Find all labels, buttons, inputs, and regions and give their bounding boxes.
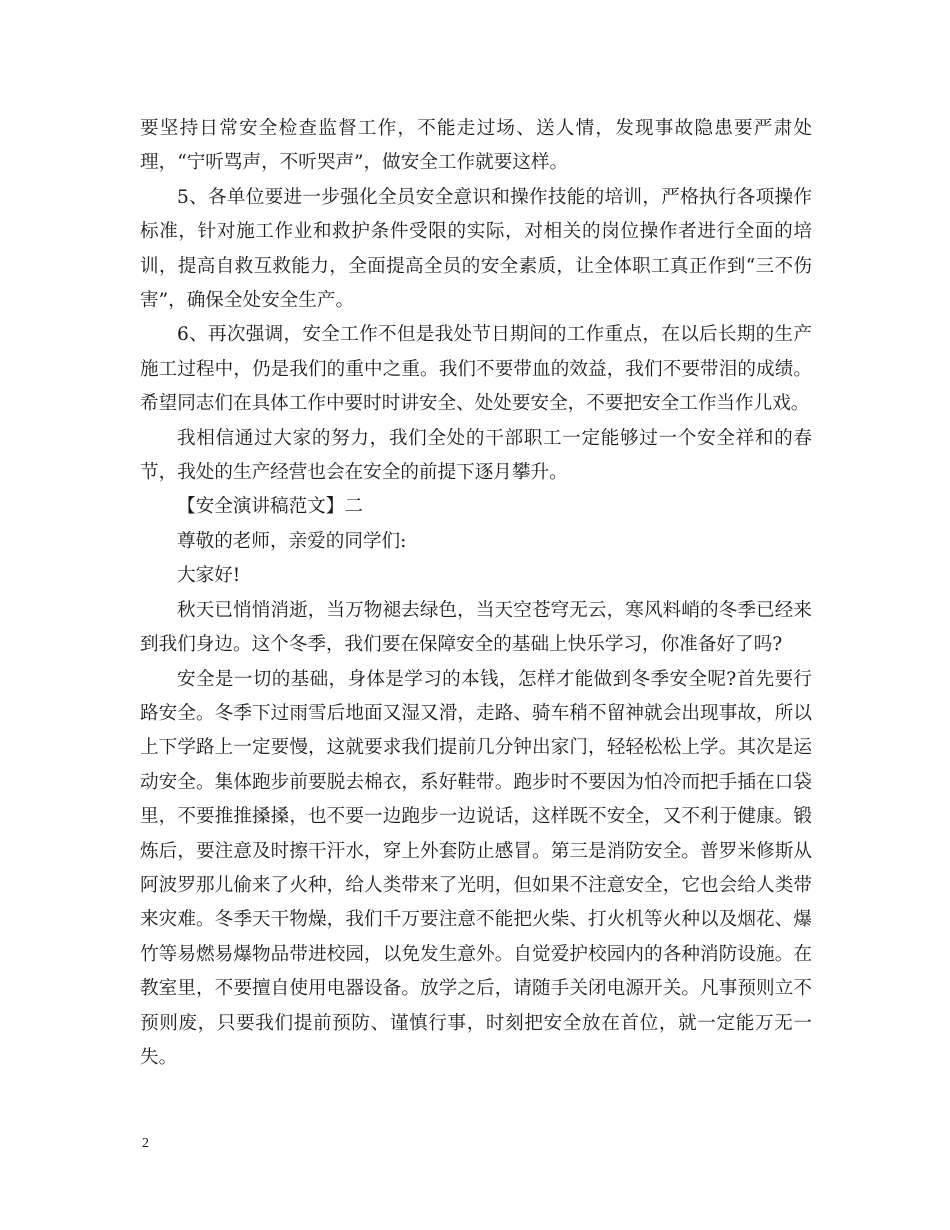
paragraph-continuation: 要坚持日常安全检查监督工作，不能走过场、送人情，发现事故隐患要严肃处理，“宁听骂声，不听哭声”，做安全工作就要这样。 xyxy=(140,118,812,174)
paragraph-item-5: 5、各单位要进一步强化全员安全意识和操作技能的培训，严格执行各项操作标准，针对施工作业和救护条件受限的实际，对相关的岗位操作者进行全面的培训，提高自救互救能力，全面提高全员的安全素质，让全体职工真正作到“三不伤害”，确保全处安全生产。 xyxy=(140,186,812,312)
paragraph-item-6: 6、再次强调，安全工作不但是我处节日期间的工作重点，在以后长期的生产施工过程中，仍是我们的重中之重。我们不要带血的效益，我们不要带泪的成绩。希望同志们在具体工作中要时时讲安全、处处要安全，不要把安全工作当作儿戏。 xyxy=(140,324,812,415)
page-number: 2 xyxy=(142,1136,149,1151)
paragraph-intro: 秋天已悄悄消逝，当万物褪去绿色，当天空苍穹无云，寒风料峭的冬季已经来到我们身边。这个冬季，我们要在保障安全的基础上快乐学习，你准备好了吗? xyxy=(140,599,812,656)
document-body xyxy=(140,112,812,1075)
paragraph-safety-details: 安全是一切的基础，身体是学习的本钱，怎样才能做到冬季安全呢?首先要行路安全。冬季下过雨雪后地面又湿又滑，走路、骑车稍不留神就会出现事故，所以上下学路上一定要慢，这就要求我们提前几分钟出家门，轻轻松松上学。其次是运动安全。集体跑步前要脱去棉衣，系好鞋带。跑步时不要因为怕冷而把手插在口袋里，不要推推搡搡，也不要一边跑步一边说话，这样既不安全，又不利于健康。锻炼后，要注意及时擦干汗水，穿上外套防止感冒。第三是消防安全。普罗米修斯从阿波罗那儿偷来了火种，给人类带来了光明，但如果不注意安全，它也会给人类带来灾难。冬季天干物燥，我们千万要注意不能把火柴、打火机等火种以及烟花、爆竹等易燃易爆物品带进校园，以免发生意外。自觉爱护校园内的各种消防设施。在教室里，不要擅自使用电器设备。放学之后，请随手关闭电源开关。凡事预则立不预则废，只要我们提前预防、谨慎行事，时刻把安全放在首位，就一定能万无一失。 xyxy=(140,668,812,1068)
section-heading: 【安全演讲稿范文】二 xyxy=(177,496,363,518)
salutation: 尊敬的老师，亲爱的同学们: xyxy=(177,530,407,552)
greeting: 大家好! xyxy=(177,565,241,587)
paragraph-closing: 我相信通过大家的努力，我们全处的干部职工一定能够过一个安全祥和的春节，我处的生产经营也会在安全的前提下逐月攀升。 xyxy=(140,427,812,484)
